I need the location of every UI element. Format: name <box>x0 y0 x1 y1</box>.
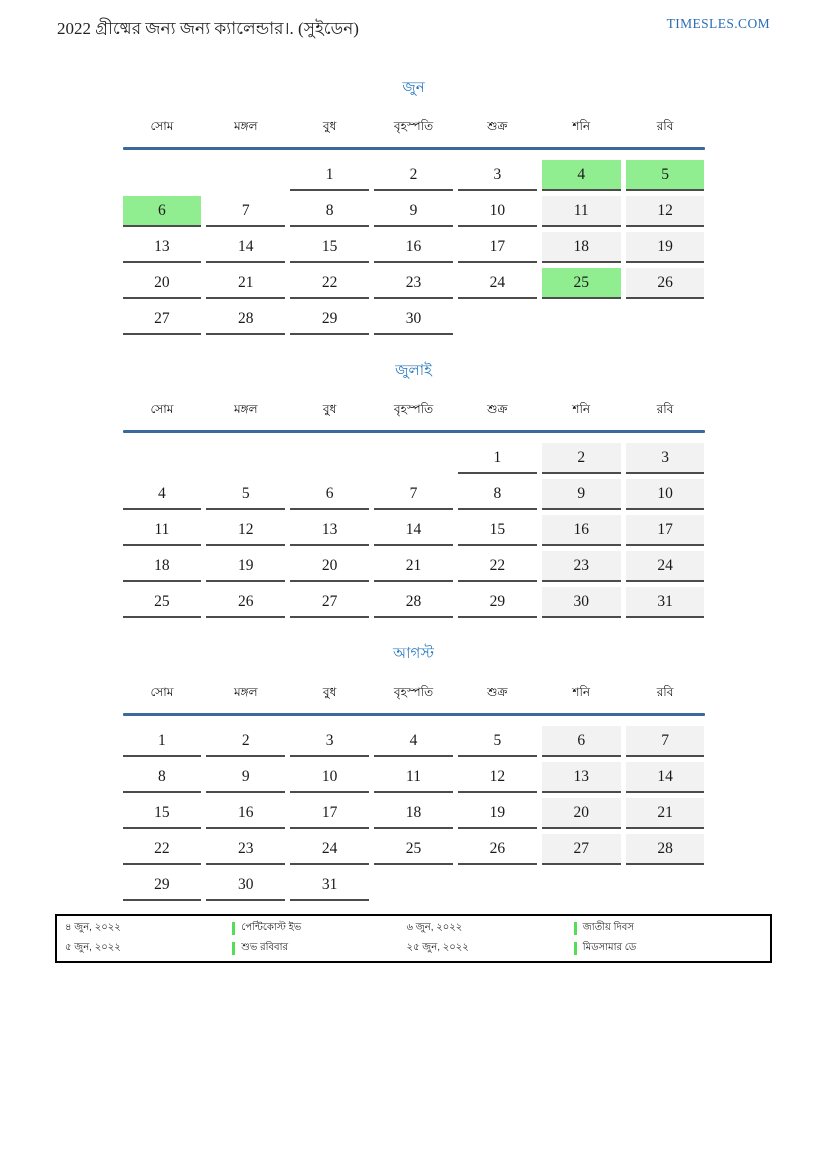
day-cell: 8 <box>458 479 537 510</box>
day-grid <box>123 726 705 901</box>
empty-cell <box>374 870 453 899</box>
weekday-header: শনি <box>572 119 591 133</box>
day-cell: 20 <box>290 551 369 582</box>
empty-cell <box>458 870 537 899</box>
legend-event <box>232 940 406 957</box>
day-cell: 28 <box>206 304 285 335</box>
legend-date: ৪ জুন, ২০২২ <box>65 922 121 933</box>
day-cell: 20 <box>123 268 202 299</box>
day-cell: 29 <box>458 587 537 618</box>
weekend-day-cell: 26 <box>626 268 705 299</box>
empty-cell <box>206 443 285 472</box>
weekend-day-cell: 27 <box>542 834 621 865</box>
day-cell: 19 <box>458 798 537 829</box>
empty-cell <box>374 443 453 472</box>
day-cell: 5 <box>458 726 537 757</box>
weekday-header: বুধ <box>322 402 337 416</box>
day-cell: 18 <box>374 798 453 829</box>
day-cell: 10 <box>458 196 537 227</box>
weekday-header: সোম <box>150 402 174 416</box>
day-cell: 6 <box>290 479 369 510</box>
day-cell: 15 <box>290 232 369 263</box>
site-link[interactable]: TIMESLES.COM <box>666 16 770 31</box>
day-cell: 8 <box>290 196 369 227</box>
day-cell: 1 <box>290 160 369 191</box>
weekend-day-cell: 7 <box>626 726 705 757</box>
legend-color-bar <box>574 922 577 935</box>
empty-cell <box>542 870 621 899</box>
day-cell: 24 <box>458 268 537 299</box>
weekend-day-cell: 3 <box>626 443 705 474</box>
holiday-day-cell: 4 <box>542 160 621 191</box>
day-grid <box>123 443 705 618</box>
weekday-header: রবি <box>656 685 674 699</box>
day-cell: 15 <box>123 798 202 829</box>
weekday-header: বৃহস্পতি <box>393 119 434 133</box>
legend-date: ৬ জুন, ২০২২ <box>406 922 463 933</box>
day-cell: 14 <box>206 232 285 263</box>
weekend-day-cell: 14 <box>626 762 705 793</box>
weekend-day-cell: 2 <box>542 443 621 474</box>
day-cell: 7 <box>374 479 453 510</box>
day-cell: 3 <box>290 726 369 757</box>
day-cell: 4 <box>374 726 453 757</box>
day-cell: 12 <box>206 515 285 546</box>
day-cell: 30 <box>206 870 285 901</box>
month-title: আগস্ট <box>393 645 434 662</box>
day-cell: 3 <box>458 160 537 191</box>
legend-event-label: শুভ রবিবার <box>241 942 288 953</box>
legend-event <box>574 940 762 957</box>
weekend-day-cell: 30 <box>542 587 621 618</box>
month-title: জুন <box>402 79 425 96</box>
weekday-header: বুধ <box>322 119 337 133</box>
month-separator-line <box>123 430 705 433</box>
day-cell: 17 <box>290 798 369 829</box>
legend-date: ৫ জুন, ২০২২ <box>65 942 121 953</box>
weekend-day-cell: 19 <box>626 232 705 263</box>
weekend-day-cell: 21 <box>626 798 705 829</box>
weekday-header: সোম <box>150 685 174 699</box>
weekend-day-cell: 12 <box>626 196 705 227</box>
day-cell: 16 <box>206 798 285 829</box>
weekday-header: শনি <box>572 402 591 416</box>
day-cell: 9 <box>374 196 453 227</box>
weekend-day-cell: 10 <box>626 479 705 510</box>
day-cell: 1 <box>458 443 537 474</box>
month-separator-line <box>123 147 705 150</box>
empty-cell <box>290 443 369 472</box>
weekday-header: শনি <box>572 685 591 699</box>
day-cell: 29 <box>290 304 369 335</box>
day-cell: 22 <box>290 268 369 299</box>
empty-cell <box>123 160 202 189</box>
day-cell: 27 <box>290 587 369 618</box>
weekday-header: শুক্র <box>487 685 508 699</box>
holiday-day-cell: 6 <box>123 196 202 227</box>
empty-cell <box>458 304 537 333</box>
day-cell: 26 <box>206 587 285 618</box>
weekday-header-row <box>123 401 705 430</box>
weekend-day-cell: 24 <box>626 551 705 582</box>
empty-cell <box>123 443 202 472</box>
day-grid <box>123 160 705 335</box>
weekday-header: মঙ্গল <box>233 119 258 133</box>
day-cell: 9 <box>206 762 285 793</box>
empty-cell <box>206 160 285 189</box>
day-cell: 19 <box>206 551 285 582</box>
day-cell: 13 <box>290 515 369 546</box>
empty-cell <box>626 304 705 333</box>
day-cell: 17 <box>458 232 537 263</box>
day-cell: 4 <box>123 479 202 510</box>
day-cell: 21 <box>206 268 285 299</box>
legend-event-label: জাতীয় দিবস <box>582 922 634 933</box>
day-cell: 8 <box>123 762 202 793</box>
weekend-day-cell: 28 <box>626 834 705 865</box>
weekend-day-cell: 23 <box>542 551 621 582</box>
weekend-day-cell: 16 <box>542 515 621 546</box>
weekday-header: সোম <box>150 119 174 133</box>
day-cell: 30 <box>374 304 453 335</box>
holiday-day-cell: 25 <box>542 268 621 299</box>
weekend-day-cell: 17 <box>626 515 705 546</box>
weekday-header: রবি <box>656 119 674 133</box>
day-cell: 12 <box>458 762 537 793</box>
legend-color-bar <box>232 942 235 955</box>
day-cell: 5 <box>206 479 285 510</box>
weekend-day-cell: 31 <box>626 587 705 618</box>
legend-event <box>574 920 762 937</box>
day-cell: 16 <box>374 232 453 263</box>
page-header <box>0 0 827 44</box>
month-title: জুলাই <box>395 362 432 379</box>
day-cell: 2 <box>206 726 285 757</box>
weekday-header-row <box>123 684 705 713</box>
day-cell: 24 <box>290 834 369 865</box>
legend-event-label: মিডসামার ডে <box>582 942 637 953</box>
weekend-day-cell: 11 <box>542 196 621 227</box>
legend-event <box>232 920 406 937</box>
weekend-day-cell: 6 <box>542 726 621 757</box>
weekday-header: মঙ্গল <box>233 685 258 699</box>
weekday-header: মঙ্গল <box>233 402 258 416</box>
day-cell: 14 <box>374 515 453 546</box>
day-cell: 31 <box>290 870 369 901</box>
weekend-day-cell: 18 <box>542 232 621 263</box>
holiday-day-cell: 5 <box>626 160 705 191</box>
day-cell: 18 <box>123 551 202 582</box>
day-cell: 15 <box>458 515 537 546</box>
day-cell: 28 <box>374 587 453 618</box>
day-cell: 11 <box>374 762 453 793</box>
weekday-header: রবি <box>656 402 674 416</box>
day-cell: 22 <box>458 551 537 582</box>
month-section-1 <box>123 76 705 335</box>
legend-color-bar <box>574 942 577 955</box>
day-cell: 23 <box>206 834 285 865</box>
page-title: 2022 গ্রীষ্মের জন্য জন্য ক্যালেন্ডার।. (সুইডেন) <box>57 19 359 38</box>
day-cell: 13 <box>123 232 202 263</box>
weekend-day-cell: 9 <box>542 479 621 510</box>
day-cell: 25 <box>374 834 453 865</box>
months-container <box>0 76 827 901</box>
weekday-header: বৃহস্পতি <box>393 402 434 416</box>
legend-date: ২৫ জুন, ২০২২ <box>406 942 469 953</box>
weekend-day-cell: 20 <box>542 798 621 829</box>
weekday-header-row <box>123 118 705 147</box>
day-cell: 22 <box>123 834 202 865</box>
weekday-header: শুক্র <box>487 402 508 416</box>
legend-color-bar <box>232 922 235 935</box>
weekday-header: শুক্র <box>487 119 508 133</box>
month-section-3 <box>123 642 705 901</box>
day-cell: 27 <box>123 304 202 335</box>
weekday-header: বুধ <box>322 685 337 699</box>
day-cell: 25 <box>123 587 202 618</box>
day-cell: 1 <box>123 726 202 757</box>
day-cell: 29 <box>123 870 202 901</box>
month-separator-line <box>123 713 705 716</box>
day-cell: 21 <box>374 551 453 582</box>
day-cell: 10 <box>290 762 369 793</box>
day-cell: 23 <box>374 268 453 299</box>
day-cell: 26 <box>458 834 537 865</box>
day-cell: 7 <box>206 196 285 227</box>
empty-cell <box>626 870 705 899</box>
empty-cell <box>542 304 621 333</box>
weekday-header: বৃহস্পতি <box>393 685 434 699</box>
holiday-legend <box>55 914 772 963</box>
legend-event-label: পেন্টিকোস্ট ইভ <box>241 922 302 933</box>
day-cell: 11 <box>123 515 202 546</box>
weekend-day-cell: 13 <box>542 762 621 793</box>
month-section-2 <box>123 359 705 618</box>
day-cell: 2 <box>374 160 453 191</box>
